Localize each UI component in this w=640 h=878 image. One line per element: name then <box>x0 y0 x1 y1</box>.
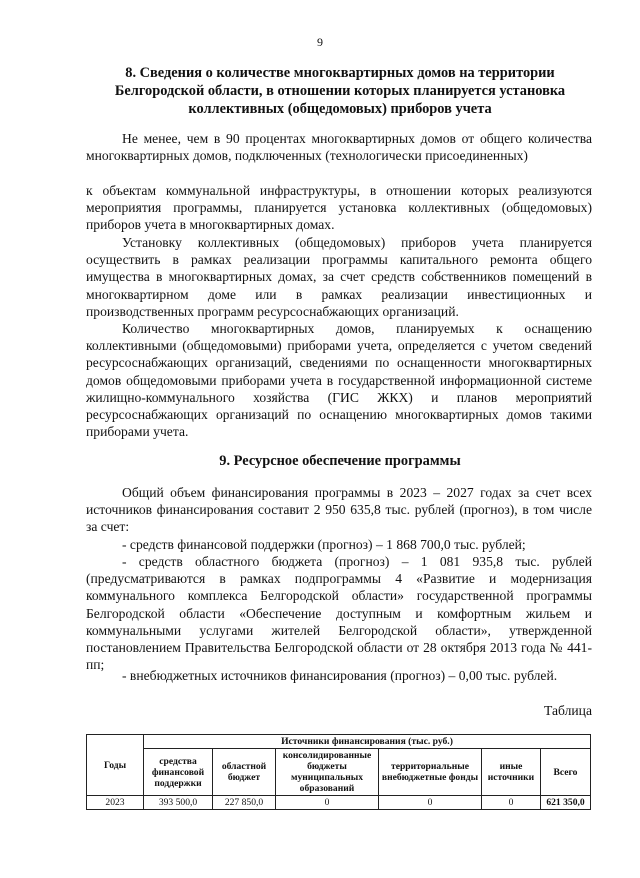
section-8-paragraph-1a: Не менее, чем в 90 процентах многоквартирных домов от общего количества многоквартирных домов, подключенных (технологически присоединенных) <box>86 131 592 164</box>
section-8-paragraph-1b: к объектам коммунальной инфраструктуры, в отношении которых реализуются мероприятия программы, планируется установка коллективных (общедомовых) приборов учета в многоквартирных домах. <box>86 183 592 233</box>
header-regional-budget: областной бюджет <box>213 749 276 796</box>
section-9-paragraph-1: Общий объем финансирования программы в 2023 – 2027 годах за счет всех источников финансирования составит 2 950 635,8 тыс. рублей (прогноз), в том числе за счет: <box>86 485 592 535</box>
page-number: 9 <box>317 35 323 49</box>
cell-total: 621 350,0 <box>541 796 591 810</box>
cell-municipal-budgets: 0 <box>276 796 379 810</box>
header-municipal-budgets: консолидированные бюджеты муниципальных образований <box>276 749 379 796</box>
cell-year: 2023 <box>87 796 144 810</box>
funding-bullet-regional: - средств областного бюджета (прогноз) – 1 081 935,8 тыс. рублей (предусматриваются в рамках подпрограммы 4 «Развитие и модернизация коммунального комплекса Белгородской области» государственной программы Белгородской области «Обеспечение доступным и комфортным жильем и коммунальными услугами жителей Белгородской области», утвержденной постановлением Правительства Белгородской области от 28 октября 2013 года № 441-пп; <box>86 554 592 673</box>
header-years: Годы <box>87 735 144 796</box>
header-funding-sources: Источники финансирования (тыс. руб.) <box>144 735 591 749</box>
section-9-title: 9. Ресурсное обеспечение программы <box>219 453 461 469</box>
header-total: Всего <box>541 749 591 796</box>
section-8-paragraph-2: Установку коллективных (общедомовых) приборов учета планируется осуществить в рамках реализации программы капитального ремонта общего имущества в многоквартирных домах, за счет средств собственников помещений в многоквартирном доме или в рамках реализации инвестиционных и производственных программ ресурсоснабжающих организаций. <box>86 235 592 319</box>
funding-bullet-offbudget: - внебюджетных источников финансирования (прогноз) – 0,00 тыс. рублей. <box>122 668 558 683</box>
header-other-sources: иные источники <box>482 749 541 796</box>
funding-bullet-federal: - средств финансовой поддержки (прогноз) – 1 868 700,0 тыс. рублей; <box>122 537 526 552</box>
table-row <box>87 796 591 810</box>
section-8-paragraph-3: Количество многоквартирных домов, планируемых к оснащению коллективными (общедомовыми) приборами учета, определяется с учетом сведений ресурсоснабжающих организаций, сведениями по оснащенности многоквартирных домов общедомовыми приборами учета в государственной информационной системе жилищно-коммунального хозяйства (ГИС ЖКХ) и планов мероприятий ресурсоснабжающих организаций по оснащению многоквартирных домов такими приборами учета. <box>86 321 592 440</box>
funding-table <box>86 734 591 810</box>
table-caption: Таблица <box>544 703 592 718</box>
header-extrabudgetary-funds: территориальные внебюджетные фонды <box>379 749 482 796</box>
cell-extrabudgetary-funds: 0 <box>379 796 482 810</box>
header-financial-support: средства финансовой поддержки <box>144 749 213 796</box>
cell-financial-support: 393 500,0 <box>144 796 213 810</box>
section-8-title: 8. Сведения о количестве многоквартирных домов на территории Белгородской области, в отношении которых планируется установка коллективных (общедомовых) приборов учета <box>114 65 566 117</box>
cell-regional-budget: 227 850,0 <box>213 796 276 810</box>
cell-other-sources: 0 <box>482 796 541 810</box>
